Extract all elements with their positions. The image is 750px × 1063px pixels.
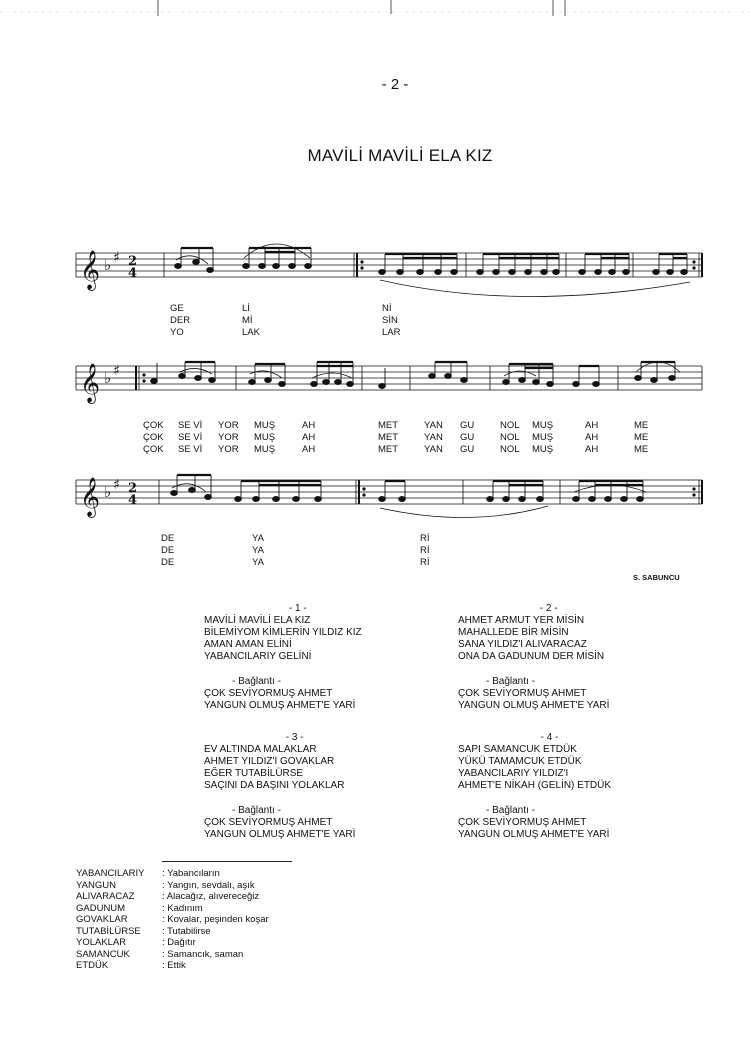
svg-text:♯: ♯ bbox=[113, 250, 120, 266]
glossary-row: ALIVARACAZ : Alacağız, alıvereceğiz bbox=[76, 891, 260, 902]
svg-text:♭: ♭ bbox=[104, 256, 112, 274]
treble-clef-icon: 𝄞 bbox=[80, 477, 101, 517]
time-sig-top: 2 bbox=[128, 254, 138, 269]
glossary-row: SAMANCUK : Samancık, saman bbox=[76, 948, 244, 960]
lyric-staff2-col: MUŞ MUŞ MUŞ bbox=[254, 420, 276, 455]
song-title: MAVİLİ MAVİLİ ELA KIZ bbox=[307, 146, 493, 165]
glossary-row: GOVAKLAR : Kovalar, peşinden koşar bbox=[76, 914, 269, 925]
staff-1 bbox=[76, 253, 702, 277]
page-number: - 2 - bbox=[381, 76, 409, 93]
treble-clef-icon: 𝄞 bbox=[80, 363, 101, 403]
glossary-row: YANGUN : Yangın, sevdalı, aşık bbox=[76, 879, 255, 891]
glossary-row: YABANCILARIY : Yabancıların bbox=[76, 868, 220, 879]
lyric-staff2-col: GU GU GU bbox=[460, 420, 475, 455]
lyric-staff3-col3: Rİ Rİ Rİ bbox=[420, 533, 430, 568]
lyric-staff2-col: MET MET MET bbox=[378, 420, 399, 455]
composer-credit: S. SABUNCU bbox=[633, 573, 680, 582]
lyric-staff2-col: ME ME ME bbox=[634, 420, 649, 455]
svg-text:♯: ♯ bbox=[113, 363, 120, 379]
verse-1: - 1 - MAVİLİ MAVİLİ ELA KIZ BİLEMİYOM KİMLERİN YILDIZ KIZ AMAN AMAN ELİNİ YABANCILARIY GELİNİ - Bağlantı - ÇOK SEVİYORMUŞ AHMET YANGUN OLMUŞ AHMET'E YARİ bbox=[204, 603, 362, 711]
time-sig-bottom: 4 bbox=[128, 493, 138, 508]
glossary-row: TUTABİLÜRSE : Tutabilirse bbox=[76, 925, 211, 937]
lyric-staff2-col: SE Vİ SE Vİ SE Vİ bbox=[178, 420, 203, 455]
lyric-staff2-col: AH AH AH bbox=[585, 420, 599, 455]
lyric-staff2-col: MUŞ MUŞ MUŞ bbox=[532, 420, 554, 455]
staff-3-notes bbox=[171, 475, 644, 502]
lyric-staff1-col1: GE DER YO bbox=[170, 303, 191, 338]
svg-text:♭: ♭ bbox=[104, 369, 112, 387]
lyric-staff2-col: AH AH AH bbox=[302, 420, 316, 455]
time-sig-top: 2 bbox=[128, 481, 138, 496]
lyric-staff3-col1: DE DE DE bbox=[161, 533, 175, 568]
glossary-row: YOLAKLAR : Dağıtır bbox=[76, 937, 196, 948]
verse-4: - 4 - SAPI SAMANCUK ETDÜK YÜKÜ TAMAMCUK ETDÜK YABANCILARIY YILDIZ'I AHMET'E NİKAH (GELİN) ETDÜK - Bağlantı - ÇOK SEVİYORMUŞ AHMET YANGUN OLMUŞ AHMET'E YARİ bbox=[458, 732, 612, 840]
lyric-staff3-col2: YA YA YA bbox=[252, 533, 264, 568]
lyric-staff1-col3: Nİ SİN LAR bbox=[382, 303, 401, 338]
glossary-rule bbox=[162, 861, 292, 862]
lyric-staff2-col: YAN YAN YAN bbox=[424, 420, 443, 455]
lyric-staff2-col: NOL NOL NOL bbox=[500, 420, 520, 455]
lyric-staff2-col: YOR YOR YOR bbox=[218, 420, 239, 455]
glossary bbox=[76, 868, 269, 972]
svg-text:♯: ♯ bbox=[113, 477, 120, 493]
svg-text:♭: ♭ bbox=[104, 483, 112, 501]
staff-2 bbox=[76, 366, 702, 390]
glossary-row: GADUNUM : Kadınım bbox=[76, 902, 203, 914]
glossary-row: ETDÜK : Ettik bbox=[76, 960, 186, 971]
verse-2: - 2 - AHMET ARMUT YER MİSİN MAHALLEDE BİR MİSİN SANA YILDIZ'I ALIVARACAZ ONA DA GADUNUM DER MİSİN - Bağlantı - ÇOK SEVİYORMUŞ AHMET YANGUN OLMUŞ AHMET'E YARİ bbox=[458, 603, 610, 711]
lyric-staff1-col2: Lİ Mİ LAK bbox=[242, 303, 260, 338]
time-sig-bottom: 4 bbox=[128, 266, 138, 281]
lyric-staff2-col: ÇOK ÇOK ÇOK bbox=[143, 420, 164, 455]
treble-clef-icon: 𝄞 bbox=[80, 250, 101, 290]
verse-3: - 3 - EV ALTINDA MALAKLAR AHMET YILDIZ'I GOVAKLAR EĞER TUTABİLÜRSE SAÇINI DA BAŞINI YOLAKLAR - Bağlantı - ÇOK SEVİYORMUŞ AHMET YANGUN OLMUŞ AHMET'E YARİ bbox=[204, 732, 356, 840]
